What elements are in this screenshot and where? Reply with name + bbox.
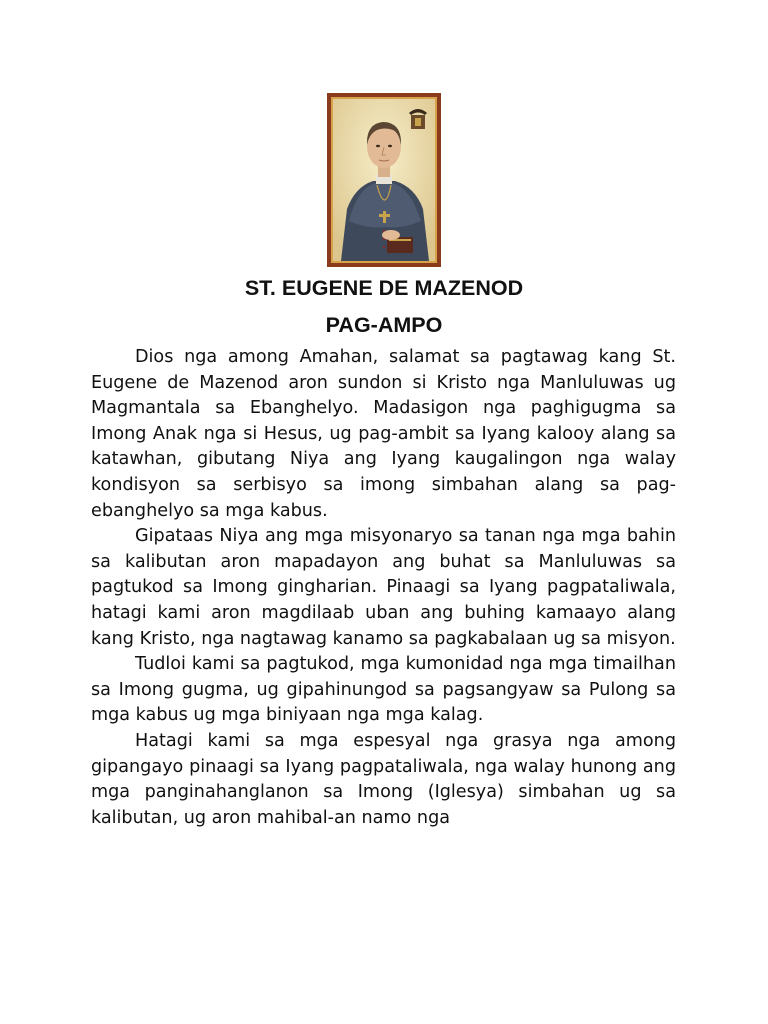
paragraph-1: Dios nga among Amahan, salamat sa pagtawag kang St. Eugene de Mazenod aron sundon si Kristo nga Manluluwas ug Magmantala sa Ebanghelyo. Madasigon nga paghigugma sa Imong Anak nga si Hesus, ug pag-ambit sa Iyang kalooy alang sa katawhan, gibutang Niya ang Iyang kaugalingon nga walay kondisyon sa serbisyo sa imong simbahan alang sa pag-ebanghelyo sa mga kabus. [91, 347, 676, 521]
paragraph-2: Gipataas Niya ang mga misyonaryo sa tanan nga mga bahin sa kalibutan aron mapadayon ang buhat sa Manluluwas sa pagtukod sa Imong gingharian. Pinaagi sa Iyang pagpataliwala, hatagi kami aron magdilaab uban ang buhing kamaayo alang kang Kristo, nga nagtawag kanamo sa pagkabalaan ug sa misyon. [91, 526, 676, 649]
coat-of-arms-icon [409, 109, 427, 129]
portrait-illustration [333, 99, 435, 261]
saint-portrait [331, 97, 437, 263]
paragraph-4: Hatagi kami sa mga espesyal nga grasya nga among gipangayo pinaagi sa Iyang pagpataliwala, nga walay hunong ang mga panginahanglanon sa Imong (Iglesya) simbahan ug sa kalibutan, ug aron mahibal-an namo nga [91, 730, 676, 828]
prayer-body [91, 345, 676, 831]
prayer-subtitle: PAG-AMPO [325, 313, 443, 337]
portrait-frame [327, 93, 441, 267]
paragraph-3: Tudloi kami sa pagtukod, mga kumonidad nga mga timailhan sa Imong gugma, ug gipahinungod sa pagsangyaw sa Pulong sa mga kabus ug mga biniyaan nga mga kalag. [91, 654, 676, 726]
prayer-title: ST. EUGENE DE MAZENOD [244, 276, 524, 300]
